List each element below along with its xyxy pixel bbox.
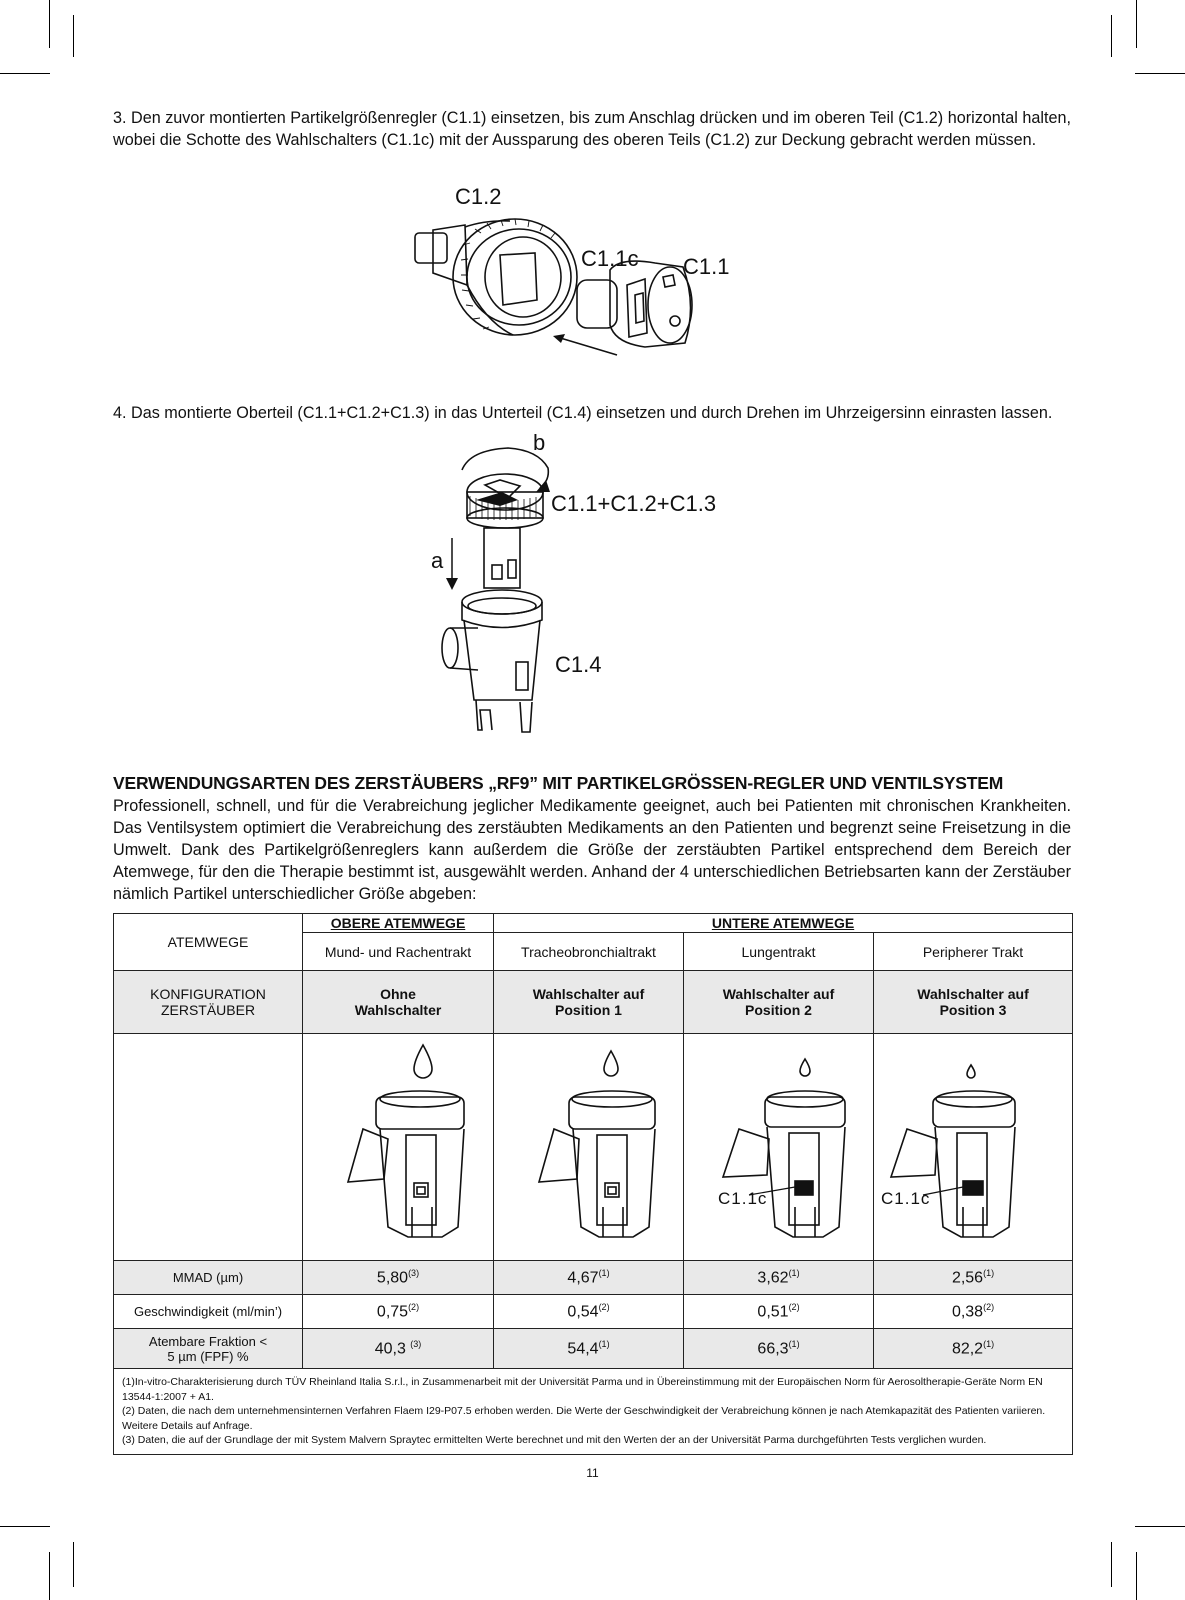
- config-cell: Wahlschalter auf Position 3: [874, 971, 1073, 1034]
- crop-mark: [73, 1542, 74, 1587]
- section-paragraph: Professionell, schnell, und für die Verabreichung jeglicher Medikamente geeignet, auch bei Patienten mit chronischen Krankheiten. Das Ventilsystem optimiert die Verabreichung des zerstäubten Medikaments an den Patienten und begrenzt seine Freisetzung in die Umwelt. Dank des Partikelgrößenreglers kann außerdem die Größe der zerstäubten Partikel entsprechend dem Bereich der Atemwege, für den die Therapie bestimmt ist, ausgewählt werden. Anhand der 4 unterschiedlichen Betriebsarten kann der Zerstäuber nämlich Partikel unterschiedlicher Größe abgeben:: [113, 797, 1071, 903]
- speed-value: 0,54$^{(2)}$: [494, 1295, 684, 1329]
- crop-mark: [1111, 15, 1112, 57]
- footnotes: [114, 1369, 1073, 1455]
- fpf-value: 66,3$^{(1)}$: [684, 1329, 874, 1369]
- tract-cell: Mund- und Rachentrakt: [303, 933, 494, 971]
- tract-cell: Peripherer Trakt: [874, 933, 1073, 971]
- assembly-illustration: [420, 440, 570, 740]
- c11c-label: C1.1c: [718, 1189, 768, 1208]
- fpf-value: 54,4$^{(1)}$: [494, 1329, 684, 1369]
- header-untere-atemwege: UNTERE ATEMWEGE: [494, 914, 1073, 933]
- section-heading: VERWENDUNGSARTEN DES ZERSTÄUBERS „RF9” MIT PARTIKELGRÖSSEN-REGLER UND VENTILSYSTEM: [113, 773, 1004, 793]
- nebulizer-figure: [499, 1037, 679, 1257]
- fpf-value: 40,3 $^{(3)}$: [303, 1329, 494, 1369]
- header-obere-atemwege: OBERE ATEMWEGE: [303, 914, 494, 933]
- crop-mark: [1111, 1542, 1112, 1587]
- label-c11c: C1.1c: [581, 246, 639, 271]
- row-label-geschwindigkeit: Geschwindigkeit (ml/min’): [114, 1295, 303, 1329]
- config-cell: Wahlschalter auf Position 2: [684, 971, 874, 1034]
- row-label-mmad: MMAD (µm): [114, 1261, 303, 1295]
- speed-value: 0,75$^{(2)}$: [303, 1295, 494, 1329]
- nebulizer-figure-cell: [874, 1034, 1073, 1261]
- label-a: a: [431, 548, 444, 573]
- crop-mark: [0, 1526, 50, 1527]
- nebulizer-figure: [689, 1037, 869, 1257]
- crop-mark: [49, 0, 50, 48]
- nebulizer-figure: [308, 1037, 488, 1257]
- crop-mark: [1136, 0, 1137, 48]
- label-c12: C1.2: [455, 184, 502, 209]
- crop-mark: [73, 15, 74, 57]
- nebulizer-figure: [883, 1037, 1063, 1257]
- crop-mark: [0, 73, 50, 74]
- crop-mark: [1136, 1552, 1137, 1600]
- label-b: b: [533, 430, 546, 455]
- header-konfiguration: KONFIGURATION ZERSTÄUBER: [114, 971, 303, 1034]
- nebulizer-figure-cell: [303, 1034, 494, 1261]
- row-label-fpf: Atembare Fraktion < 5 µm (FPF) %: [114, 1329, 303, 1369]
- label-c14: C1.4: [555, 652, 602, 677]
- nebulizer-spec-table: [113, 913, 1073, 1455]
- crop-mark: [49, 1552, 50, 1600]
- footnote-3: (3) Daten, die auf der Grundlage der mit System Malvern Spraytec ermittelten Werte berechnet und mit den Werten der an der Universität Parma durchgeführten Tests verglichen wurden.: [122, 1434, 987, 1446]
- crop-mark: [1135, 73, 1185, 74]
- crop-mark: [1135, 1526, 1185, 1527]
- config-cell: Ohne Wahlschalter: [303, 971, 494, 1034]
- empty-cell: [114, 1034, 303, 1261]
- label-assembly: C1.1+C1.2+C1.3: [551, 491, 717, 516]
- tract-cell: Lungentrakt: [684, 933, 874, 971]
- tract-cell: Tracheobronchialtrakt: [494, 933, 684, 971]
- step3-paragraph: 3. Den zuvor montierten Partikelgrößenregler (C1.1) einsetzen, bis zum Anschlag drücken und im oberen Teil (C1.2) horizontal halten, wobei die Schotte des Wahlschalters (C1.1c) mit der Aussparung des oberen Teils (C1.2) zur Deckung gebracht werden müssen.: [113, 109, 1071, 149]
- config-cell: Wahlschalter auf Position 1: [494, 971, 684, 1034]
- fpf-value: 82,2$^{(1)}$: [874, 1329, 1073, 1369]
- label-c11: C1.1: [683, 254, 730, 279]
- page-number: 11: [586, 1466, 599, 1480]
- mmad-value: 4,67$^{(1)}$: [494, 1261, 684, 1295]
- speed-value: 0,38$^{(2)}$: [874, 1295, 1073, 1329]
- speed-value: 0,51$^{(2)}$: [684, 1295, 874, 1329]
- mmad-value: 5,80$^{(3)}$: [303, 1261, 494, 1295]
- header-atemwege: ATEMWEGE: [114, 914, 303, 971]
- mmad-value: 2,56$^{(1)}$: [874, 1261, 1073, 1295]
- footnote-1: (1)In-vitro-Charakterisierung durch TÜV Rheinland Italia S.r.l., in Zusammenarbeit mit der Universität Parma und in Übereinstimmung mit der Europäischen Norm für Aerosoltherapie-Geräte Norm EN 13544-1:2007 + A1.: [122, 1376, 1043, 1403]
- footnote-2: (2) Daten, die nach dem unternehmensinternen Verfahren Flaem I29-P07.5 erhoben werden. Die Werte der Geschwindigkeit der Verabreichung können je nach Atemkapazität des Patienten variieren. Weitere Details auf Anfrage.: [122, 1405, 1046, 1432]
- c11c-label: C1.1c: [881, 1189, 931, 1208]
- nebulizer-figure-cell: [494, 1034, 684, 1261]
- selector-insertion-illustration: [405, 215, 725, 365]
- step4-paragraph: 4. Das montierte Oberteil (C1.1+C1.2+C1.3) in das Unterteil (C1.4) einsetzen und durch Drehen im Uhrzeigersinn einrasten lassen.: [113, 404, 1053, 422]
- mmad-value: 3,62$^{(1)}$: [684, 1261, 874, 1295]
- nebulizer-figure-cell: [684, 1034, 874, 1261]
